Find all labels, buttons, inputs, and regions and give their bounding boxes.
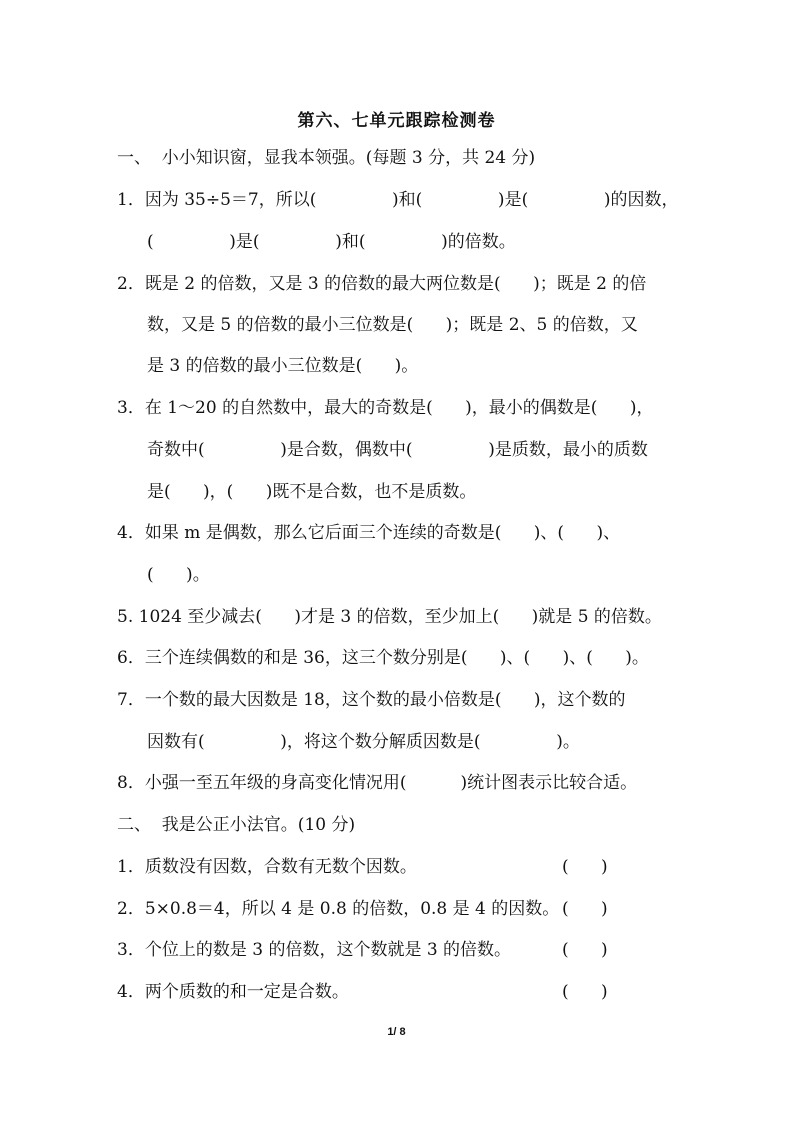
page-title: 第六、七单元跟踪检测卷 [297,111,496,131]
question-line: 是( )，( )既不是合数，也不是质数。 [147,482,477,502]
question-line: 3．在 1～20 的自然数中，最大的奇数是( )，最小的偶数是( )， [117,398,654,418]
answer-box[interactable]: ( ) [562,982,608,1002]
answer-box[interactable]: ( ) [562,899,608,919]
page-number: 1/ 8 [387,1026,406,1038]
question-line: 奇数中( )是合数，偶数中( )是质数，最小的质数 [147,440,648,460]
question-line: 4．如果 m 是偶数，那么它后面三个连续的奇数是( )、( )、 [117,523,621,543]
judgment-item: 2．5×0.8＝4，所以 4 是 0.8 的倍数，0.8 是 4 的因数。 [117,899,560,919]
question-line: 6．三个连续偶数的和是 36，这三个数分别是( )、( )、( )。 [117,648,649,668]
question-line: 1．因为 35÷5＝7，所以( )和( )是( )的因数， [117,190,679,210]
answer-box[interactable]: ( ) [562,940,608,960]
question-line: 2．既是 2 的倍数，又是 3 的倍数的最大两位数是( )；既是 2 的倍 [117,274,647,294]
question-line: 8．小强一至五年级的身高变化情况用( )统计图表示比较合适。 [117,773,638,793]
question-line: 是 3 的倍数的最小三位数是( )。 [147,356,419,376]
question-line: 因数有( )，将这个数分解质因数是( )。 [147,732,580,752]
judgment-item: 4．两个质数的和一定是合数。 [117,982,349,1002]
question-line: ( )是( )和( )的倍数。 [147,232,516,252]
section-heading-1: 一、 小小知识窗，显我本领强。(每题 3 分，共 24 分) [117,148,536,168]
section-heading-2: 二、 我是公正小法官。(10 分) [117,815,356,835]
answer-box[interactable]: ( ) [562,857,608,877]
judgment-item: 3．个位上的数是 3 的倍数，这个数就是 3 的倍数。 [117,940,512,960]
question-line: ( )。 [147,565,210,585]
question-line: 数，又是 5 的倍数的最小三位数是( )；既是 2、5 的倍数，又 [147,315,638,335]
question-line: 7．一个数的最大因数是 18，这个数的最小倍数是( )，这个数的 [117,690,626,710]
judgment-item: 1．质数没有因数，合数有无数个因数。 [117,857,417,877]
question-line: 5. 1024 至少减去( )才是 3 的倍数，至少加上( )就是 5 的倍数。 [117,607,662,627]
